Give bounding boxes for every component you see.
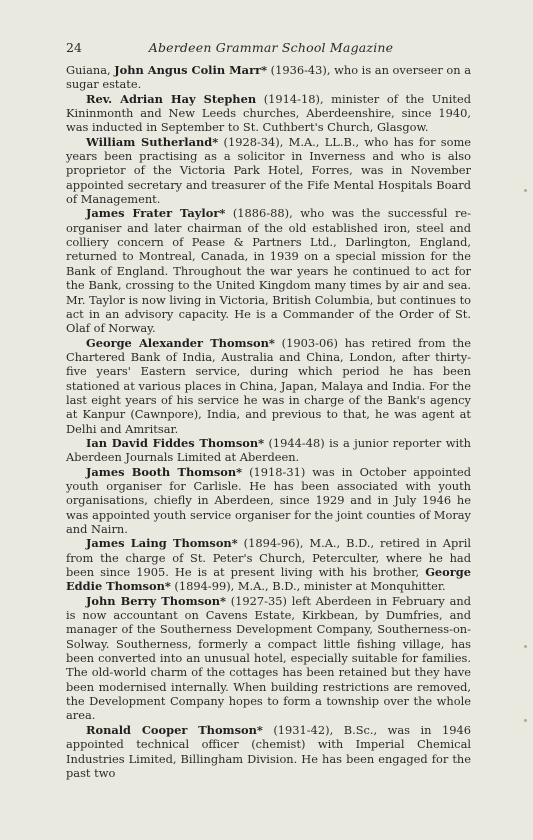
paragraph-text: (1918-31) was in October appointed youth organiser for Carlisle. He has been associated with youth organisations, chiefly in Aberdeen, since 1929 and in July 1946 he was appointed youth service organiser for the joint counties of Moray and Nairn. (66, 464, 472, 536)
person-name: James Laing Thomson* (86, 536, 238, 551)
paragraph-john-berry-thomson (66, 594, 471, 723)
person-name: James Booth Thomson* (86, 464, 243, 479)
paragraph-text: (1927-35) left Aberdeen in February and is now accountant on Cavens Estate, Kirkbean, by Dumfries, and manager of the Southerness Development Company, Southerness-on-Solway. Southerness, formerly a compact little fishing village, has been converted into an unusual hotel, especially suitable for families. The old-world charm of the cottages has been retained but they have been modernised internally. When building restrictions are removed, the Development Company hopes to form a township over the whole area. (66, 593, 471, 723)
paper-speck (524, 645, 527, 648)
person-name: John Berry Thomson* (86, 593, 226, 608)
person-name: Ronald Cooper Thomson* (86, 722, 263, 737)
person-name-second: George Eddie Thomson* (66, 565, 471, 594)
paragraph-text: (1886-88), who was the successful re-organiser and later chairman of the old established iron, steel and colliery concern of Pease & Partners Ltd., Darlington, England, returned to Montreal, Canada, in 1939 on a special mission for the Bank of England. Throughout the war years he continued to act for the Bank, crossing to the United Kingdom many times by air and sea. Mr. Taylor is now living in Victoria, British Columbia, but continues to act in an advisory capacity. He is a Commander of the Order of St. Olaf of Norway. (66, 206, 471, 336)
paragraph-james-laing-thomson (66, 536, 471, 593)
paragraph-taylor (66, 206, 471, 335)
person-name: James Frater Taylor* (86, 206, 226, 221)
paragraph-stephen (66, 92, 471, 135)
lead-text: Guiana, (66, 63, 115, 77)
paragraph-text: (1903-06) has retired from the Chartered Bank of India, Australia and China, London, after thirty-five years' Eastern service, during which period he has been stationed at various places in China, Japan, Malaya and India. For the last eight years of his service he was in charge of the Bank's agency at Kanpur (Cawnpore), India, and previous to that, he was agent at Delhi and Amritsar. (66, 335, 472, 436)
paragraph-ronald-thomson (66, 723, 471, 780)
person-name: George Alexander Thomson* (86, 335, 275, 350)
paragraph-text: (1928-34), M.A., LL.B., who has for some years been practising as a solicitor in Inverness and who is also proprietor of the Victoria Park Hotel, Forres, was in November appointed secretary and treasurer of the Fife Mental Hospitals Board of Management. (66, 134, 471, 207)
paragraph-text-second: (1894-99), M.A., B.D., minister at Monquhitter. (170, 579, 446, 594)
paragraph-text: (1936-43), who is an overseer on a sugar estate. (66, 63, 472, 92)
paragraph-sutherland (66, 135, 471, 207)
running-title: Aberdeen Grammar School Magazine (148, 40, 394, 55)
page-number: 24 (66, 40, 82, 55)
paper-speck (524, 719, 527, 722)
person-name: Rev. Adrian Hay Stephen (86, 91, 257, 106)
paragraph-text: (1931-42), B.Sc., was in 1946 appointed technical officer (chemist) with Imperial Chemical Industries Limited, Billingham Division. He has been engaged for the past two (66, 722, 471, 780)
person-name: Ian David Fiddes Thomson* (86, 435, 265, 450)
paragraph-text: (1894-96), M.A., B.D., retired in April from the charge of St. Peter's Church, Peterculter, where he had been since 1905. He is at present living with his brother, (66, 536, 471, 580)
paragraph-text: (1944-48) is a junior reporter with Aberdeen Journals Limited at Aberdeen. (66, 435, 471, 465)
person-name: William Sutherland* (86, 134, 219, 149)
paper-speck (524, 189, 527, 192)
paragraph-text: (1914-18), minister of the United Kininmonth and New Leeds churches, Aberdeenshire, since 1940, was inducted in September to St. Cuthbert's Church, Glasgow. (66, 91, 471, 135)
paragraph-ian-thomson (66, 436, 471, 465)
person-name: John Angus Colin Marr* (114, 63, 268, 77)
article-body (66, 63, 471, 780)
paragraph-george-thomson (66, 336, 471, 436)
paragraph-marr (66, 63, 471, 92)
paragraph-james-booth-thomson (66, 465, 471, 537)
